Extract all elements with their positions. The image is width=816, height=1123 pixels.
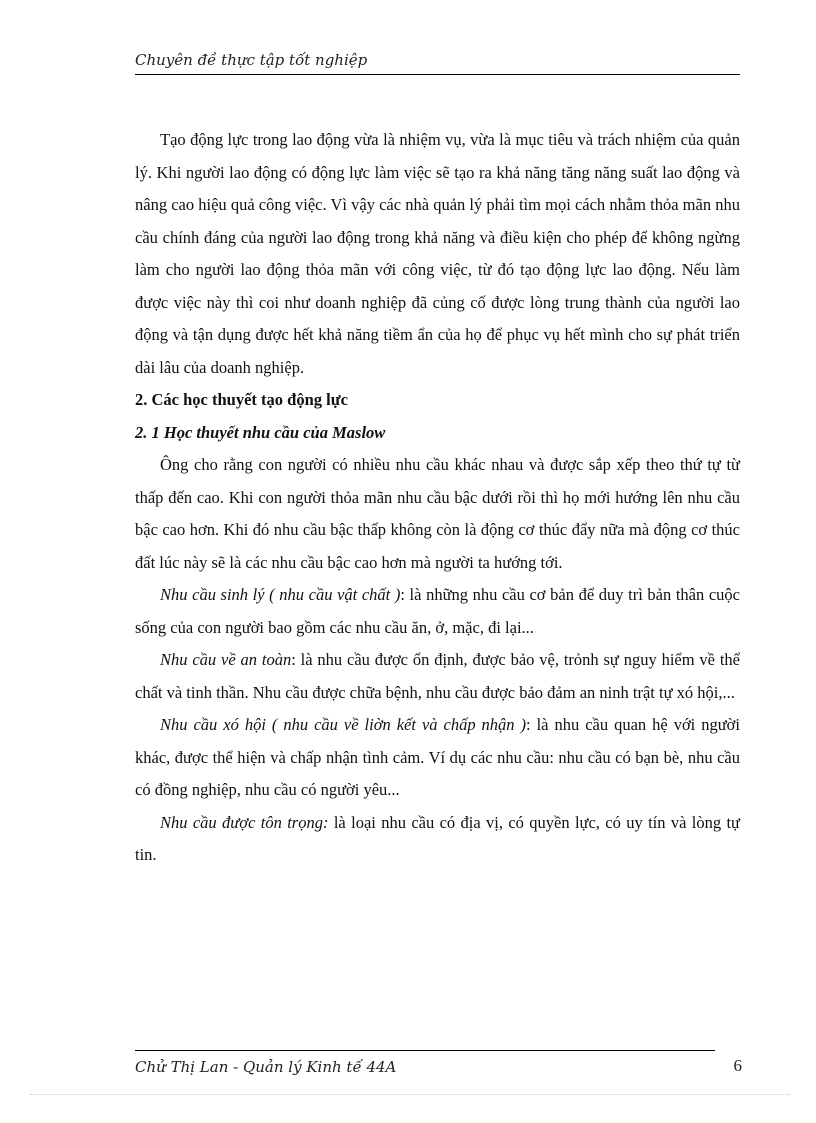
page-bottom-border <box>30 1094 790 1095</box>
page-header <box>135 50 740 75</box>
need-physiological <box>135 579 740 644</box>
page-number: 6 <box>733 1056 742 1075</box>
footer-author: Chử Thị Lan - Quản lý Kinh tế 44A <box>135 1058 397 1076</box>
page-footer <box>135 1050 740 1090</box>
need-description: : là nhu cầu quan hệ với người khác, được thể hiện và chấp nhận tình cảm. Ví dụ các nhu cầu: nhu cầu có bạn bè, nhu cầu có đồng nghiệp, nhu cầu có người yêu... <box>135 715 740 799</box>
need-description: : là những nhu cầu cơ bản để duy trì bản thân cuộc sống của con người bao gồm các nhu cầu ăn, ở, mặc, đi lại... <box>135 585 740 637</box>
document-body <box>135 124 740 872</box>
subsection-heading: 2. 1 Học thuyết nhu cầu của Maslow <box>135 422 386 442</box>
header-title: Chuyên đề thực tập tốt nghiệp <box>135 51 368 69</box>
section-heading: 2. Các học thuyết tạo động lực <box>135 390 348 409</box>
intro-paragraph: Tạo động lực trong lao động vừa là nhiệm vụ, vừa là mục tiêu và trách nhiệm của quản lý. Khi người lao động có động lực làm việc sẽ tạo ra khả năng tăng năng suất lao động và nâng cao hiệu quả công việc. Vì vậy các nhà quản lý phải tìm mọi cách nhằm thỏa mãn nhu cầu chính đáng của người lao động trong khả năng và điều kiện cho phép để không ngừng làm cho người lao động thỏa mãn với công việc, từ đó tạo động lực lao động. Nếu làm được việc này thì coi như doanh nghiệp đã củng cố được lòng trung thành của người lao động và tận dụng được hết khả năng tiềm ẩn của họ để phục vụ hết mình cho sự phát triển dài lâu của doanh nghiệp. <box>135 130 740 377</box>
maslow-paragraph: Ông cho rằng con người có nhiều nhu cầu khác nhau và được sắp xếp theo thứ tự từ thấp đến cao. Khi con người thỏa mãn nhu cầu bậc dưới rồi thì họ mới hướng lên nhu cầu bậc cao hơn. Khi đó nhu cầu bậc thấp không còn là động cơ thúc đẩy nữa mà động cơ thúc đất lúc này sẽ là các nhu cầu bậc cao hơn mà người ta hướng tới. <box>135 455 740 572</box>
need-term: Nhu cầu về an toàn <box>160 650 292 669</box>
need-description: : là nhu cầu được ổn định, được bảo vệ, trỏnh sự nguy hiểm về thể chất và tinh thần. Nhu cầu được chữa bệnh, nhu cầu được bảo đảm an ninh trật tự xó hội,... <box>135 650 740 702</box>
need-term: Nhu cầu xó hội ( nhu cầu về liờn kết và chấp nhận ) <box>160 715 527 734</box>
need-term: Nhu cầu được tôn trọng: <box>160 812 329 832</box>
need-esteem <box>135 807 740 872</box>
footer-divider <box>135 1050 715 1051</box>
need-safety <box>135 644 740 709</box>
need-term: Nhu cầu sinh lý ( nhu cầu vật chất ) <box>160 585 401 604</box>
need-description: là loại nhu cầu có địa vị, có quyền lực, có uy tín và lòng tự tin. <box>135 812 740 864</box>
need-social <box>135 709 740 807</box>
